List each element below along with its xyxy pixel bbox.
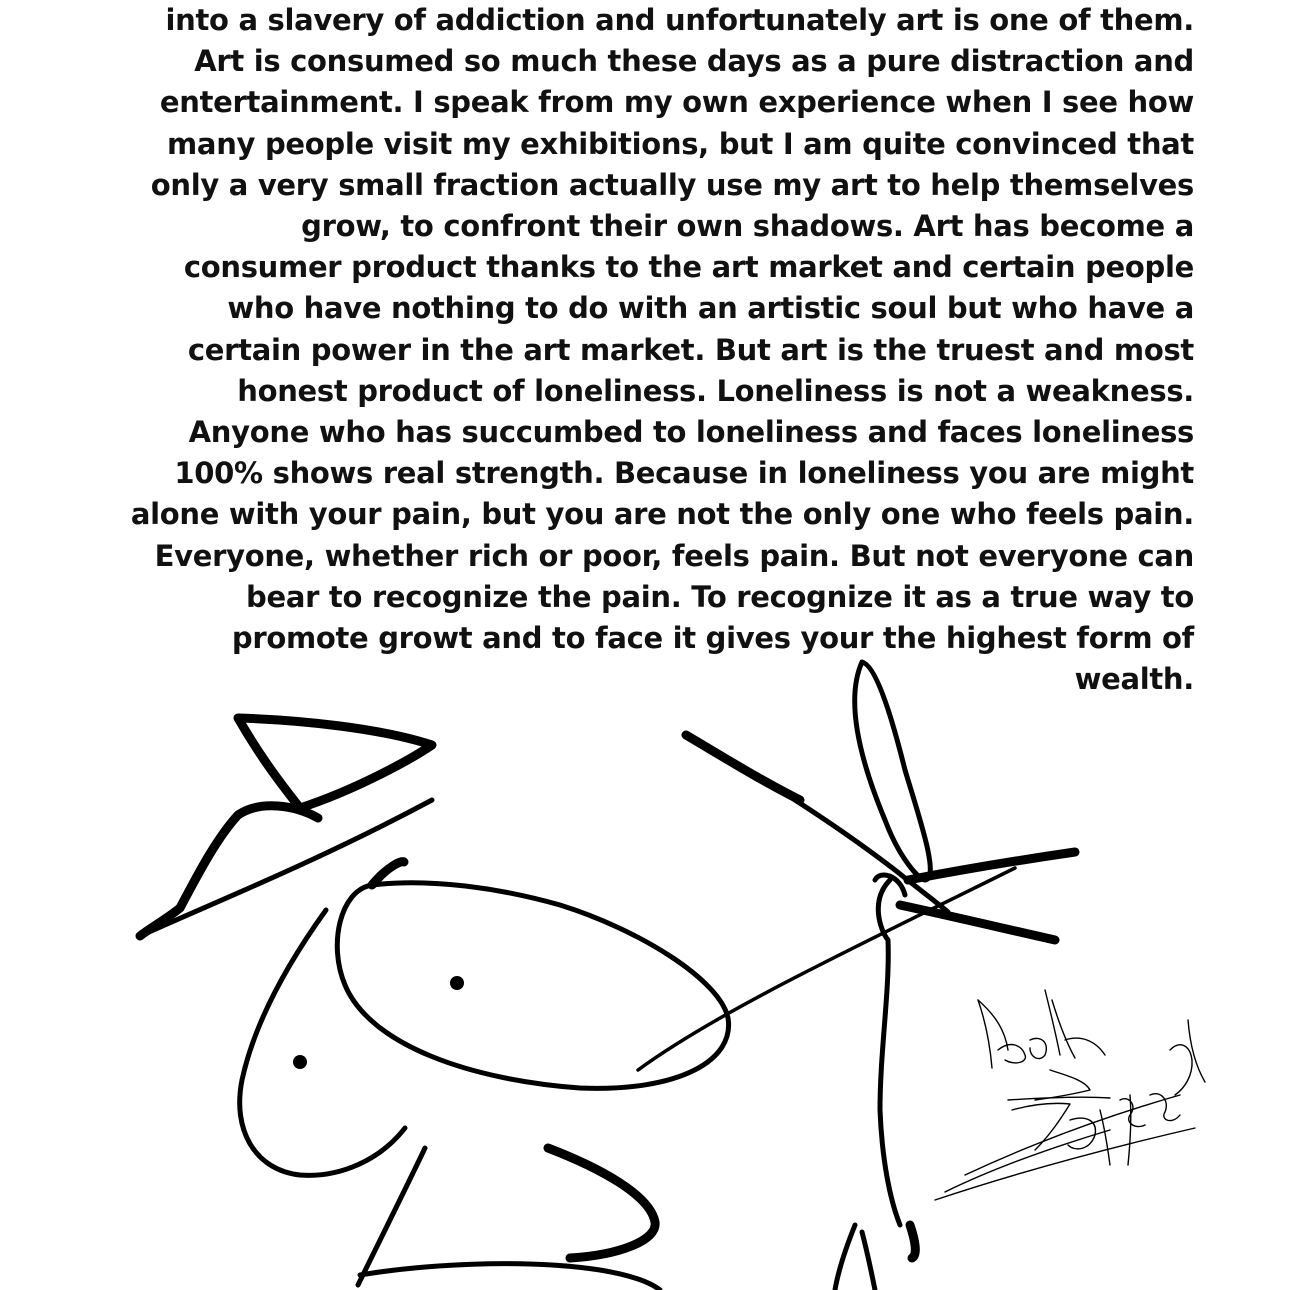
left-head-stroke [240, 910, 405, 1175]
essay-line: alone with your pain, but you are not the only one who feels pain. [130, 497, 1194, 532]
left-hat-stroke [140, 718, 432, 936]
diagonal-line-stroke [638, 868, 1015, 1070]
bottom-strokes [358, 1148, 660, 1290]
center-eye-dot [450, 976, 464, 990]
essay-line: honest product of loneliness. Loneliness is not a weakness. [237, 373, 1194, 408]
essay-line: Everyone, whether rich or poor, feels pain. But not everyone can [154, 538, 1194, 573]
essay-line: entertainment. I speak from my own experience when I see how [159, 85, 1194, 120]
essay-line: many people visit my exhibitions, but I am quite convinced that [167, 126, 1194, 161]
essay-line: who have nothing to do with an artistic soul but who have a [227, 291, 1194, 326]
essay-line: promote growt and to face it gives your the highest form of [231, 621, 1194, 656]
essay-line: 100% shows real strength. Because in loneliness you are might [174, 456, 1194, 491]
essay-line: only a very small fraction actually use my art to help themselves [150, 167, 1194, 202]
center-head-stroke [337, 862, 728, 1089]
essay-line: bear to recognize the pain. To recognize it as a true way to [246, 579, 1194, 614]
essay-line: Anyone who has succumbed to loneliness and faces loneliness [188, 415, 1194, 450]
essay-line: certain power in the art market. But art is the truest and most [187, 332, 1194, 367]
essay-line: Art is consumed so much these days as a pure distraction and [194, 44, 1194, 79]
essay-line: wealth. [1074, 662, 1194, 697]
essay-line: consumer product thanks to the art market and certain people [183, 250, 1194, 285]
artist-signature [935, 990, 1205, 1200]
essay-line: grow, to confront their own shadows. Art has become a [301, 209, 1194, 244]
right-figure-strokes [686, 662, 1075, 1290]
left-eye-dot [293, 1055, 307, 1069]
essay-line: into a slavery of addiction and unfortunately art is one of them. [165, 3, 1194, 37]
